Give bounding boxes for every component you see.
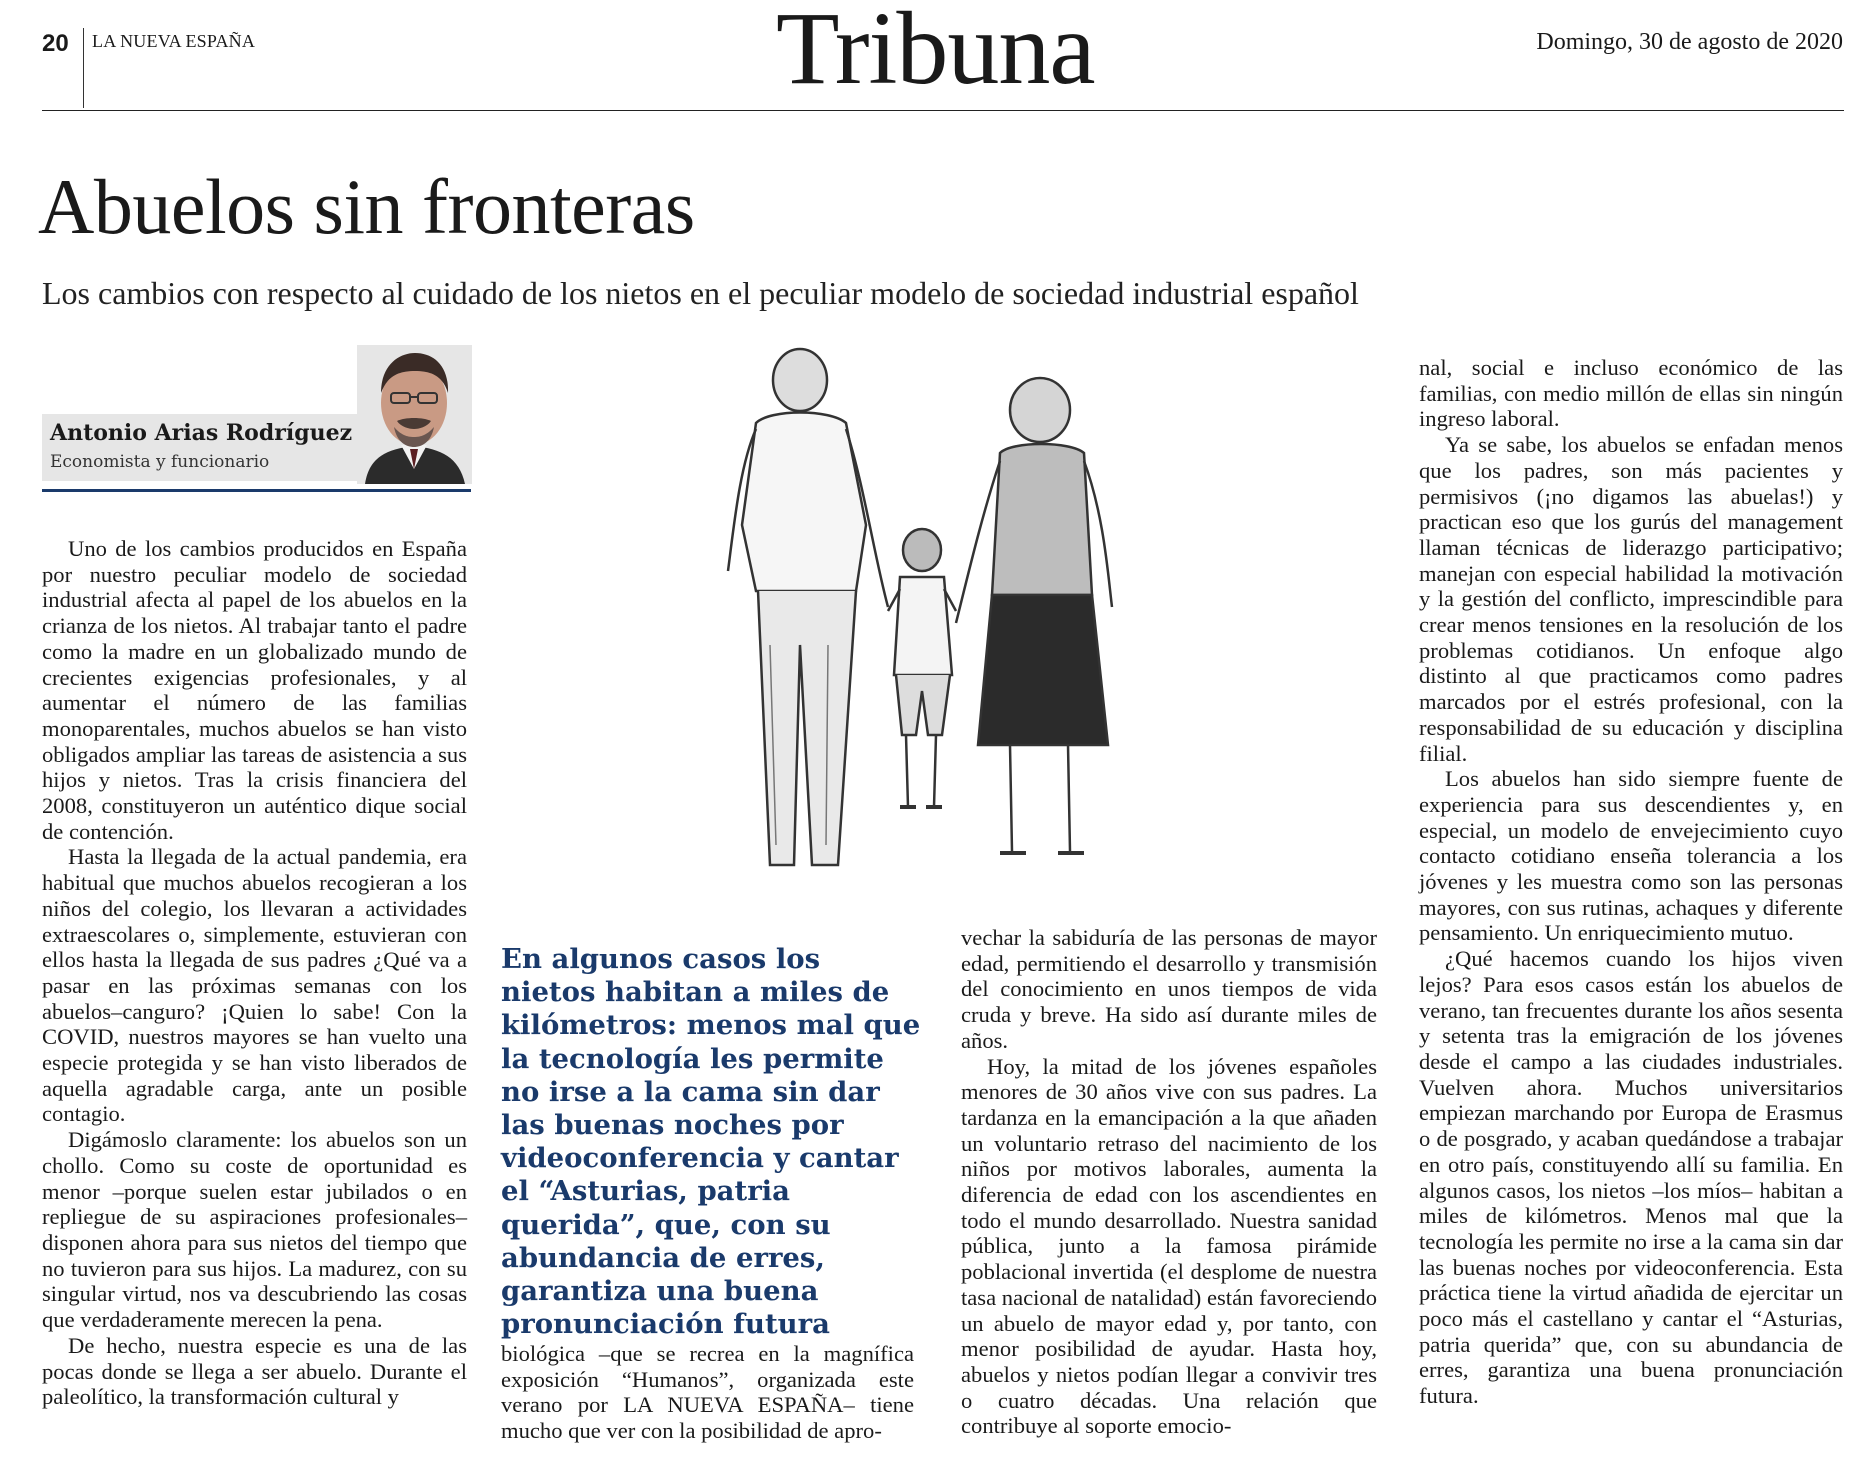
publication-name: LA NUEVA ESPAÑA <box>92 31 256 51</box>
pull-quote: En algunos casos los nietos habitan a miles de kilómetros: menos mal que la tecnología les permite no irse a la cama sin dar las buenas noches por videoconferencia y cantar el “Asturias, patria querida”, que, con su abundancia de erres, garantiza una buena pronunciación futura <box>501 943 921 1341</box>
section-title: Tribuna <box>776 0 1095 106</box>
paragraph: Los abuelos han sido siempre fuente de experiencia para sus descendientes y, en especial, un modelo de envejecimiento cuyo contacto cotidiano enseña tolerancia a los jóvenes y les muestra como son las personas mayores, con sus rutinas, achaques y diferente pensamiento. Un enriquecimiento mutuo. <box>1419 766 1843 946</box>
paragraph: biológica –que se recrea en la magnífica exposición “Humanos”, organizada este verano por LA NUEVA ESPAÑA– tiene mucho que ver con la posibilidad de apro- <box>501 1341 914 1444</box>
subheadline: Los cambios con respecto al cuidado de los nietos en el peculiar modelo de sociedad industrial español <box>42 275 1359 311</box>
header-divider <box>83 28 84 108</box>
page-number: 20 <box>42 30 69 57</box>
paragraph: ¿Qué hacemos cuando los hijos viven lejos? Para esos casos están los abuelos de verano, tan frecuentes durante los años sesenta y setenta tras la emigración de los jóvenes desde el campo a las ciudades industriales. Vuelven ahora. Muchos universitarios empiezan marchando por Europa de Erasmus o de posgrado, y acaban quedándose a trabajar en otro país, constituyendo allí su familia. En algunos casos, los nietos –los míos– habitan a miles de kilómetros. Menos mal que la tecnología les permite no irse a la cama sin dar las buenas noches por videoconferencia. Esta práctica tiene la virtud añadida de ejercitar un poco más el castellano y cantar el “Asturias, patria querida” que, con su abundancia de erres, garantiza una buena pronunciación futura. <box>1419 946 1843 1409</box>
article-column-4 <box>1419 355 1843 1409</box>
article-column-1 <box>42 536 467 1410</box>
header-rule <box>42 110 1844 111</box>
paragraph: Uno de los cambios producidos en España por nuestro peculiar modelo de sociedad industrial afecta al papel de los abuelos en la crianza de los nietos. Al trabajar tanto el padre como la madre en un globalizado mundo de crecientes exigencias profesionales, y al aumentar el número de las familias monoparentales, muchos abuelos se han visto obligados ampliar las tareas de asistencia a sus hijos y nietos. Tras la crisis financiera del 2008, constituyeron un auténtico dique social de contención. <box>42 536 467 844</box>
grandfather-figure <box>728 349 888 865</box>
article-column-3 <box>961 925 1377 1439</box>
author-name: Antonio Arias Rodríguez <box>50 420 353 446</box>
child-figure <box>888 529 956 807</box>
headline: Abuelos sin fronteras <box>38 163 695 250</box>
paragraph: Ya se sabe, los abuelos se enfadan menos que los padres, son más pacientes y permisivos (¡no digamos las abuelas!) y practican eso que los gurús del management llaman técnicas de liderazgo participativo; manejan con especial habilidad la motivación y la gestión del conflicto, imprescindible para crear menos tensiones en la resolución de los problemas cotidianos. Un enfoque algo distinto al que practicamos como padres marcados por el estrés profesional, con la responsabilidad de su educación y disciplina filial. <box>1419 432 1843 766</box>
paragraph: Hasta la llegada de la actual pandemia, era habitual que muchos abuelos recogieran a los niños del colegio, los llevaran a actividades extraescolares o, simplemente, estuvieran con ellos hasta la llegada de sus padres ¿Qué va a pasar en las próximas semanas con los abuelos–canguro? ¡Quien lo sabe! Con la COVID, nuestros mayores se han vuelto una especie protegida y se han visto liberados de aquella agradable carga, ante un posible contagio. <box>42 844 467 1127</box>
paragraph: De hecho, nuestra especie es una de las pocas donde se llega a ser abuelo. Durante el paleolítico, la transformación cultural y <box>42 1332 467 1410</box>
issue-date: Domingo, 30 de agosto de 2020 <box>1536 29 1843 55</box>
author-photo <box>357 345 472 484</box>
paragraph: Hoy, la mitad de los jóvenes españoles menores de 30 años vive con sus padres. La tardanza en la emancipación a la que añaden un voluntario retraso del nacimiento de los niños por motivos laborales, aumenta la diferencia de edad con los ascendientes en todo el mundo desarrollado. Nuestra sanidad pública, junto a la famosa pirámide poblacional invertida (el desplome de nuestra tasa nacional de natalidad) están favoreciendo un abuelo de mayor edad y, por tanto, con menor posibilidad de ayudar. Hasta hoy, abuelos y nietos podían llegar a convivir tres o cuatro décadas. Una relación que contribuye al soporte emocio- <box>961 1053 1377 1439</box>
article-column-2 <box>501 1341 914 1444</box>
paragraph: vechar la sabiduría de las personas de mayor edad, permitiendo el desarrollo y transmisión del conocimiento en unos tiempos de vida cruda y breve. Ha sido así durante miles de años. <box>961 925 1377 1053</box>
grandmother-figure <box>956 378 1112 853</box>
author-role: Economista y funcionario <box>50 452 270 472</box>
paragraph: nal, social e incluso económico de las familias, con medio millón de ellas sin ningún ingreso laboral. <box>1419 355 1843 432</box>
byline-rule <box>42 489 471 492</box>
paragraph: Digámoslo claramente: los abuelos son un chollo. Como su coste de oportunidad es menor –porque suelen estar jubilados o en repliegue de su aspiraciones profesionales– disponen ahora para sus nietos del tiempo que no tuvieron para sus hijos. La madurez, con su singular virtud, nos va descubriendo las cosas que verdaderamente merecen la pena. <box>42 1127 467 1333</box>
grandparents-illustration <box>660 345 1170 885</box>
